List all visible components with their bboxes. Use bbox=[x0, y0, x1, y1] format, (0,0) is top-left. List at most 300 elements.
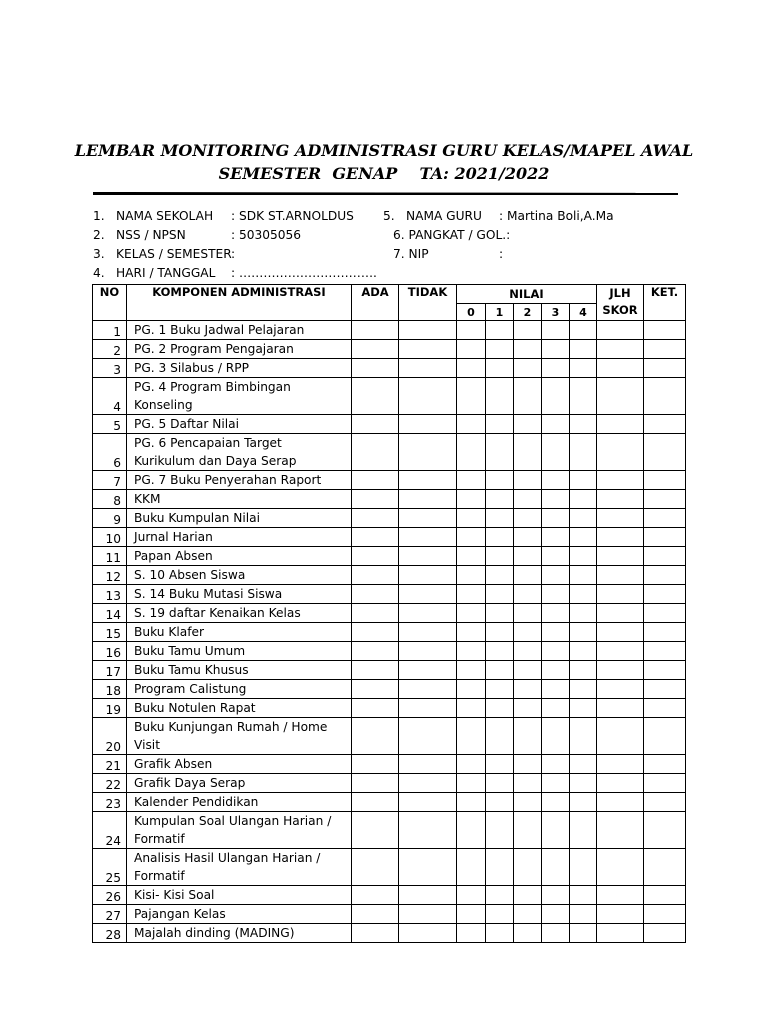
cell-nilai-2[interactable] bbox=[514, 812, 542, 849]
cell-ket[interactable] bbox=[644, 378, 686, 415]
cell-nilai-1[interactable] bbox=[486, 661, 514, 680]
cell-ada[interactable] bbox=[352, 321, 399, 340]
cell-nilai-4[interactable] bbox=[570, 886, 597, 905]
table-row bbox=[93, 415, 686, 434]
cell-nilai-4[interactable] bbox=[570, 585, 597, 604]
cell-nilai-4[interactable] bbox=[570, 490, 597, 509]
cell-ada[interactable] bbox=[352, 547, 399, 566]
cell-jlh-skor[interactable] bbox=[597, 585, 644, 604]
cell-nilai-2[interactable] bbox=[514, 490, 542, 509]
cell-nilai-2[interactable] bbox=[514, 359, 542, 378]
info-num-2: 2. bbox=[93, 228, 105, 242]
cell-nilai-0[interactable] bbox=[457, 849, 486, 886]
row-component bbox=[127, 718, 352, 755]
cell-ket[interactable] bbox=[644, 793, 686, 812]
info-value-nama-sekolah: : SDK ST.ARNOLDUS bbox=[231, 209, 354, 223]
cell-nilai-4[interactable] bbox=[570, 661, 597, 680]
cell-nilai-0[interactable] bbox=[457, 680, 486, 699]
cell-ket[interactable] bbox=[644, 340, 686, 359]
cell-ada[interactable] bbox=[352, 774, 399, 793]
cell-tidak[interactable] bbox=[399, 661, 457, 680]
cell-tidak[interactable] bbox=[399, 699, 457, 718]
cell-jlh-skor[interactable] bbox=[597, 755, 644, 774]
cell-nilai-4[interactable] bbox=[570, 471, 597, 490]
cell-tidak[interactable] bbox=[399, 793, 457, 812]
cell-jlh-skor[interactable] bbox=[597, 378, 644, 415]
component-line-1: Buku Tamu Khusus bbox=[134, 663, 249, 677]
title-underline bbox=[93, 192, 678, 195]
cell-nilai-1[interactable] bbox=[486, 340, 514, 359]
cell-nilai-3[interactable] bbox=[542, 340, 570, 359]
cell-ada[interactable] bbox=[352, 793, 399, 812]
cell-nilai-3[interactable] bbox=[542, 604, 570, 623]
info-label-hari-tanggal: HARI / TANGGAL bbox=[116, 266, 216, 280]
cell-nilai-4[interactable] bbox=[570, 793, 597, 812]
cell-ket[interactable] bbox=[644, 566, 686, 585]
cell-nilai-0[interactable] bbox=[457, 718, 486, 755]
cell-nilai-4[interactable] bbox=[570, 340, 597, 359]
cell-nilai-1[interactable] bbox=[486, 755, 514, 774]
cell-nilai-3[interactable] bbox=[542, 434, 570, 471]
cell-nilai-2[interactable] bbox=[514, 434, 542, 471]
cell-nilai-0[interactable] bbox=[457, 793, 486, 812]
cell-tidak[interactable] bbox=[399, 718, 457, 755]
cell-nilai-0[interactable] bbox=[457, 661, 486, 680]
cell-nilai-2[interactable] bbox=[514, 886, 542, 905]
cell-nilai-3[interactable] bbox=[542, 886, 570, 905]
cell-nilai-0[interactable] bbox=[457, 528, 486, 547]
cell-jlh-skor[interactable] bbox=[597, 774, 644, 793]
cell-jlh-skor[interactable] bbox=[597, 849, 644, 886]
cell-ket[interactable] bbox=[644, 774, 686, 793]
cell-nilai-3[interactable] bbox=[542, 585, 570, 604]
document-title-line-1: LEMBAR MONITORING ADMINISTRASI GURU KELAS/MAPEL AWAL bbox=[74, 141, 694, 160]
cell-nilai-0[interactable] bbox=[457, 490, 486, 509]
table-row bbox=[93, 886, 686, 905]
cell-nilai-4[interactable] bbox=[570, 905, 597, 924]
cell-nilai-2[interactable] bbox=[514, 718, 542, 755]
cell-nilai-3[interactable] bbox=[542, 490, 570, 509]
table-row bbox=[93, 359, 686, 378]
cell-nilai-4[interactable] bbox=[570, 699, 597, 718]
cell-tidak[interactable] bbox=[399, 905, 457, 924]
cell-jlh-skor[interactable] bbox=[597, 812, 644, 849]
cell-nilai-0[interactable] bbox=[457, 509, 486, 528]
cell-ket[interactable] bbox=[644, 680, 686, 699]
cell-jlh-skor[interactable] bbox=[597, 509, 644, 528]
cell-nilai-4[interactable] bbox=[570, 924, 597, 943]
cell-ada[interactable] bbox=[352, 340, 399, 359]
cell-tidak[interactable] bbox=[399, 680, 457, 699]
cell-nilai-2[interactable] bbox=[514, 924, 542, 943]
cell-nilai-1[interactable] bbox=[486, 793, 514, 812]
cell-nilai-3[interactable] bbox=[542, 378, 570, 415]
cell-jlh-skor[interactable] bbox=[597, 680, 644, 699]
cell-nilai-0[interactable] bbox=[457, 434, 486, 471]
cell-jlh-skor[interactable] bbox=[597, 623, 644, 642]
info-value-kelas-semester: : bbox=[231, 247, 236, 261]
cell-nilai-4[interactable] bbox=[570, 528, 597, 547]
table-row bbox=[93, 528, 686, 547]
cell-tidak[interactable] bbox=[399, 623, 457, 642]
cell-jlh-skor[interactable] bbox=[597, 434, 644, 471]
cell-nilai-4[interactable] bbox=[570, 812, 597, 849]
info-num-4: 4. bbox=[93, 266, 105, 280]
cell-ada[interactable] bbox=[352, 812, 399, 849]
info-value-nip: : bbox=[499, 247, 504, 261]
cell-nilai-0[interactable] bbox=[457, 471, 486, 490]
cell-ket[interactable] bbox=[644, 886, 686, 905]
cell-nilai-0[interactable] bbox=[457, 699, 486, 718]
table-row bbox=[93, 642, 686, 661]
cell-nilai-1[interactable] bbox=[486, 471, 514, 490]
cell-nilai-0[interactable] bbox=[457, 623, 486, 642]
component-line-1: Kalender Pendidikan bbox=[134, 795, 259, 809]
cell-nilai-1[interactable] bbox=[486, 924, 514, 943]
cell-nilai-3[interactable] bbox=[542, 755, 570, 774]
cell-jlh-skor[interactable] bbox=[597, 793, 644, 812]
cell-tidak[interactable] bbox=[399, 886, 457, 905]
cell-nilai-2[interactable] bbox=[514, 566, 542, 585]
cell-nilai-0[interactable] bbox=[457, 886, 486, 905]
cell-nilai-0[interactable] bbox=[457, 547, 486, 566]
row-component bbox=[127, 359, 352, 378]
cell-tidak[interactable] bbox=[399, 509, 457, 528]
cell-nilai-0[interactable] bbox=[457, 585, 486, 604]
cell-nilai-3[interactable] bbox=[542, 321, 570, 340]
cell-nilai-2[interactable] bbox=[514, 699, 542, 718]
cell-ket[interactable] bbox=[644, 359, 686, 378]
cell-nilai-3[interactable] bbox=[542, 547, 570, 566]
cell-nilai-4[interactable] bbox=[570, 566, 597, 585]
cell-nilai-1[interactable] bbox=[486, 566, 514, 585]
cell-nilai-1[interactable] bbox=[486, 434, 514, 471]
cell-ada[interactable] bbox=[352, 585, 399, 604]
cell-tidak[interactable] bbox=[399, 812, 457, 849]
cell-tidak[interactable] bbox=[399, 547, 457, 566]
cell-nilai-4[interactable] bbox=[570, 849, 597, 886]
cell-tidak[interactable] bbox=[399, 321, 457, 340]
cell-ket[interactable] bbox=[644, 812, 686, 849]
row-number: 18 bbox=[93, 680, 127, 699]
cell-nilai-1[interactable] bbox=[486, 642, 514, 661]
cell-nilai-0[interactable] bbox=[457, 642, 486, 661]
cell-ket[interactable] bbox=[644, 849, 686, 886]
cell-tidak[interactable] bbox=[399, 378, 457, 415]
row-component bbox=[127, 604, 352, 623]
cell-ket[interactable] bbox=[644, 755, 686, 774]
component-line-1: Grafik Absen bbox=[134, 757, 213, 771]
cell-nilai-0[interactable] bbox=[457, 340, 486, 359]
cell-nilai-3[interactable] bbox=[542, 528, 570, 547]
row-number: 20 bbox=[93, 718, 127, 755]
cell-tidak[interactable] bbox=[399, 340, 457, 359]
cell-nilai-4[interactable] bbox=[570, 547, 597, 566]
cell-ada[interactable] bbox=[352, 528, 399, 547]
cell-jlh-skor[interactable] bbox=[597, 359, 644, 378]
cell-nilai-4[interactable] bbox=[570, 755, 597, 774]
cell-nilai-1[interactable] bbox=[486, 680, 514, 699]
component-line-2: Formatif bbox=[134, 832, 185, 846]
cell-ket[interactable] bbox=[644, 924, 686, 943]
row-component bbox=[127, 812, 352, 849]
row-number: 11 bbox=[93, 547, 127, 566]
cell-nilai-1[interactable] bbox=[486, 321, 514, 340]
cell-jlh-skor[interactable] bbox=[597, 528, 644, 547]
cell-jlh-skor[interactable] bbox=[597, 886, 644, 905]
component-line-1: S. 14 Buku Mutasi Siswa bbox=[134, 587, 283, 601]
cell-nilai-4[interactable] bbox=[570, 378, 597, 415]
component-line-1: Buku Klafer bbox=[134, 625, 205, 639]
cell-nilai-2[interactable] bbox=[514, 623, 542, 642]
cell-nilai-2[interactable] bbox=[514, 415, 542, 434]
cell-jlh-skor[interactable] bbox=[597, 604, 644, 623]
cell-tidak[interactable] bbox=[399, 604, 457, 623]
cell-jlh-skor[interactable] bbox=[597, 661, 644, 680]
cell-jlh-skor[interactable] bbox=[597, 490, 644, 509]
cell-ada[interactable] bbox=[352, 434, 399, 471]
cell-nilai-1[interactable] bbox=[486, 886, 514, 905]
component-line-1: Program Calistung bbox=[134, 682, 247, 696]
cell-nilai-2[interactable] bbox=[514, 642, 542, 661]
cell-nilai-3[interactable] bbox=[542, 699, 570, 718]
cell-ket[interactable] bbox=[644, 905, 686, 924]
cell-ada[interactable] bbox=[352, 509, 399, 528]
cell-nilai-3[interactable] bbox=[542, 793, 570, 812]
cell-ada[interactable] bbox=[352, 359, 399, 378]
cell-nilai-3[interactable] bbox=[542, 680, 570, 699]
component-line-2: Konseling bbox=[134, 398, 193, 412]
component-line-1: Analisis Hasil Ulangan Harian / bbox=[134, 851, 321, 865]
row-component bbox=[127, 321, 352, 340]
cell-nilai-1[interactable] bbox=[486, 774, 514, 793]
cell-nilai-2[interactable] bbox=[514, 755, 542, 774]
cell-nilai-1[interactable] bbox=[486, 547, 514, 566]
cell-ket[interactable] bbox=[644, 471, 686, 490]
cell-nilai-4[interactable] bbox=[570, 321, 597, 340]
cell-nilai-3[interactable] bbox=[542, 471, 570, 490]
cell-nilai-0[interactable] bbox=[457, 415, 486, 434]
cell-ada[interactable] bbox=[352, 378, 399, 415]
cell-nilai-1[interactable] bbox=[486, 359, 514, 378]
cell-jlh-skor[interactable] bbox=[597, 905, 644, 924]
cell-nilai-2[interactable] bbox=[514, 905, 542, 924]
cell-ket[interactable] bbox=[644, 585, 686, 604]
cell-nilai-2[interactable] bbox=[514, 661, 542, 680]
cell-nilai-4[interactable] bbox=[570, 680, 597, 699]
cell-ada[interactable] bbox=[352, 642, 399, 661]
cell-nilai-0[interactable] bbox=[457, 566, 486, 585]
cell-jlh-skor[interactable] bbox=[597, 566, 644, 585]
cell-nilai-2[interactable] bbox=[514, 471, 542, 490]
cell-ada[interactable] bbox=[352, 924, 399, 943]
cell-ada[interactable] bbox=[352, 661, 399, 680]
cell-ket[interactable] bbox=[644, 321, 686, 340]
cell-nilai-3[interactable] bbox=[542, 415, 570, 434]
cell-nilai-3[interactable] bbox=[542, 774, 570, 793]
cell-nilai-1[interactable] bbox=[486, 490, 514, 509]
cell-tidak[interactable] bbox=[399, 566, 457, 585]
cell-nilai-3[interactable] bbox=[542, 623, 570, 642]
cell-nilai-1[interactable] bbox=[486, 623, 514, 642]
cell-nilai-0[interactable] bbox=[457, 774, 486, 793]
cell-tidak[interactable] bbox=[399, 359, 457, 378]
cell-nilai-2[interactable] bbox=[514, 340, 542, 359]
cell-nilai-0[interactable] bbox=[457, 924, 486, 943]
cell-nilai-2[interactable] bbox=[514, 585, 542, 604]
cell-tidak[interactable] bbox=[399, 585, 457, 604]
cell-tidak[interactable] bbox=[399, 924, 457, 943]
cell-nilai-2[interactable] bbox=[514, 509, 542, 528]
cell-nilai-1[interactable] bbox=[486, 812, 514, 849]
cell-ket[interactable] bbox=[644, 547, 686, 566]
cell-nilai-1[interactable] bbox=[486, 699, 514, 718]
info-label-nip: 7. NIP bbox=[393, 247, 429, 261]
cell-jlh-skor[interactable] bbox=[597, 340, 644, 359]
cell-ket[interactable] bbox=[644, 509, 686, 528]
cell-nilai-4[interactable] bbox=[570, 434, 597, 471]
cell-jlh-skor[interactable] bbox=[597, 718, 644, 755]
header-nilai-2: 2 bbox=[514, 304, 542, 321]
cell-nilai-4[interactable] bbox=[570, 359, 597, 378]
cell-nilai-1[interactable] bbox=[486, 604, 514, 623]
cell-tidak[interactable] bbox=[399, 755, 457, 774]
cell-tidak[interactable] bbox=[399, 774, 457, 793]
cell-nilai-0[interactable] bbox=[457, 604, 486, 623]
cell-ket[interactable] bbox=[644, 718, 686, 755]
cell-ket[interactable] bbox=[644, 699, 686, 718]
cell-nilai-2[interactable] bbox=[514, 528, 542, 547]
cell-nilai-2[interactable] bbox=[514, 849, 542, 886]
cell-tidak[interactable] bbox=[399, 490, 457, 509]
cell-nilai-0[interactable] bbox=[457, 905, 486, 924]
cell-jlh-skor[interactable] bbox=[597, 547, 644, 566]
cell-nilai-2[interactable] bbox=[514, 680, 542, 699]
cell-nilai-1[interactable] bbox=[486, 509, 514, 528]
cell-ada[interactable] bbox=[352, 718, 399, 755]
row-component bbox=[127, 905, 352, 924]
row-component bbox=[127, 755, 352, 774]
row-number: 28 bbox=[93, 924, 127, 943]
cell-tidak[interactable] bbox=[399, 528, 457, 547]
cell-nilai-4[interactable] bbox=[570, 623, 597, 642]
cell-ada[interactable] bbox=[352, 566, 399, 585]
cell-nilai-3[interactable] bbox=[542, 566, 570, 585]
cell-jlh-skor[interactable] bbox=[597, 321, 644, 340]
cell-nilai-3[interactable] bbox=[542, 812, 570, 849]
cell-nilai-2[interactable] bbox=[514, 793, 542, 812]
cell-ket[interactable] bbox=[644, 490, 686, 509]
cell-ket[interactable] bbox=[644, 623, 686, 642]
cell-nilai-4[interactable] bbox=[570, 415, 597, 434]
cell-nilai-1[interactable] bbox=[486, 849, 514, 886]
row-number: 3 bbox=[93, 359, 127, 378]
cell-nilai-2[interactable] bbox=[514, 774, 542, 793]
table-row bbox=[93, 905, 686, 924]
component-line-2: Kurikulum dan Daya Serap bbox=[134, 454, 297, 468]
cell-nilai-2[interactable] bbox=[514, 547, 542, 566]
cell-nilai-3[interactable] bbox=[542, 718, 570, 755]
cell-ada[interactable] bbox=[352, 755, 399, 774]
cell-tidak[interactable] bbox=[399, 849, 457, 886]
cell-ada[interactable] bbox=[352, 905, 399, 924]
cell-nilai-1[interactable] bbox=[486, 905, 514, 924]
cell-nilai-1[interactable] bbox=[486, 415, 514, 434]
table-row bbox=[93, 793, 686, 812]
cell-tidak[interactable] bbox=[399, 642, 457, 661]
cell-jlh-skor[interactable] bbox=[597, 471, 644, 490]
cell-nilai-2[interactable] bbox=[514, 321, 542, 340]
row-component bbox=[127, 509, 352, 528]
cell-ket[interactable] bbox=[644, 661, 686, 680]
cell-tidak[interactable] bbox=[399, 471, 457, 490]
cell-ada[interactable] bbox=[352, 490, 399, 509]
cell-ket[interactable] bbox=[644, 642, 686, 661]
cell-nilai-3[interactable] bbox=[542, 642, 570, 661]
cell-nilai-4[interactable] bbox=[570, 774, 597, 793]
cell-tidak[interactable] bbox=[399, 415, 457, 434]
cell-ada[interactable] bbox=[352, 623, 399, 642]
cell-nilai-2[interactable] bbox=[514, 378, 542, 415]
cell-ada[interactable] bbox=[352, 849, 399, 886]
cell-ket[interactable] bbox=[644, 528, 686, 547]
cell-nilai-0[interactable] bbox=[457, 755, 486, 774]
table-row bbox=[93, 471, 686, 490]
cell-nilai-4[interactable] bbox=[570, 718, 597, 755]
cell-nilai-3[interactable] bbox=[542, 849, 570, 886]
cell-nilai-3[interactable] bbox=[542, 359, 570, 378]
cell-nilai-1[interactable] bbox=[486, 378, 514, 415]
component-line-1: KKM bbox=[134, 492, 161, 506]
cell-nilai-0[interactable] bbox=[457, 321, 486, 340]
cell-nilai-1[interactable] bbox=[486, 585, 514, 604]
cell-jlh-skor[interactable] bbox=[597, 924, 644, 943]
cell-ada[interactable] bbox=[352, 415, 399, 434]
row-component bbox=[127, 585, 352, 604]
header-skor: SKOR bbox=[602, 303, 638, 317]
cell-nilai-0[interactable] bbox=[457, 359, 486, 378]
cell-ket[interactable] bbox=[644, 434, 686, 471]
cell-jlh-skor[interactable] bbox=[597, 415, 644, 434]
row-component bbox=[127, 680, 352, 699]
cell-ada[interactable] bbox=[352, 680, 399, 699]
cell-nilai-0[interactable] bbox=[457, 812, 486, 849]
cell-nilai-1[interactable] bbox=[486, 718, 514, 755]
cell-jlh-skor[interactable] bbox=[597, 642, 644, 661]
cell-ada[interactable] bbox=[352, 604, 399, 623]
cell-ada[interactable] bbox=[352, 471, 399, 490]
cell-jlh-skor[interactable] bbox=[597, 699, 644, 718]
cell-nilai-4[interactable] bbox=[570, 604, 597, 623]
cell-nilai-2[interactable] bbox=[514, 604, 542, 623]
cell-ada[interactable] bbox=[352, 699, 399, 718]
cell-nilai-3[interactable] bbox=[542, 905, 570, 924]
component-line-1: Kumpulan Soal Ulangan Harian / bbox=[134, 814, 332, 828]
header-nilai-0: 0 bbox=[457, 304, 486, 321]
cell-nilai-3[interactable] bbox=[542, 509, 570, 528]
cell-nilai-1[interactable] bbox=[486, 528, 514, 547]
cell-ket[interactable] bbox=[644, 604, 686, 623]
table-row bbox=[93, 490, 686, 509]
cell-nilai-0[interactable] bbox=[457, 378, 486, 415]
cell-nilai-3[interactable] bbox=[542, 924, 570, 943]
cell-tidak[interactable] bbox=[399, 434, 457, 471]
cell-ket[interactable] bbox=[644, 415, 686, 434]
cell-ada[interactable] bbox=[352, 886, 399, 905]
cell-nilai-4[interactable] bbox=[570, 642, 597, 661]
cell-nilai-4[interactable] bbox=[570, 509, 597, 528]
cell-nilai-3[interactable] bbox=[542, 661, 570, 680]
